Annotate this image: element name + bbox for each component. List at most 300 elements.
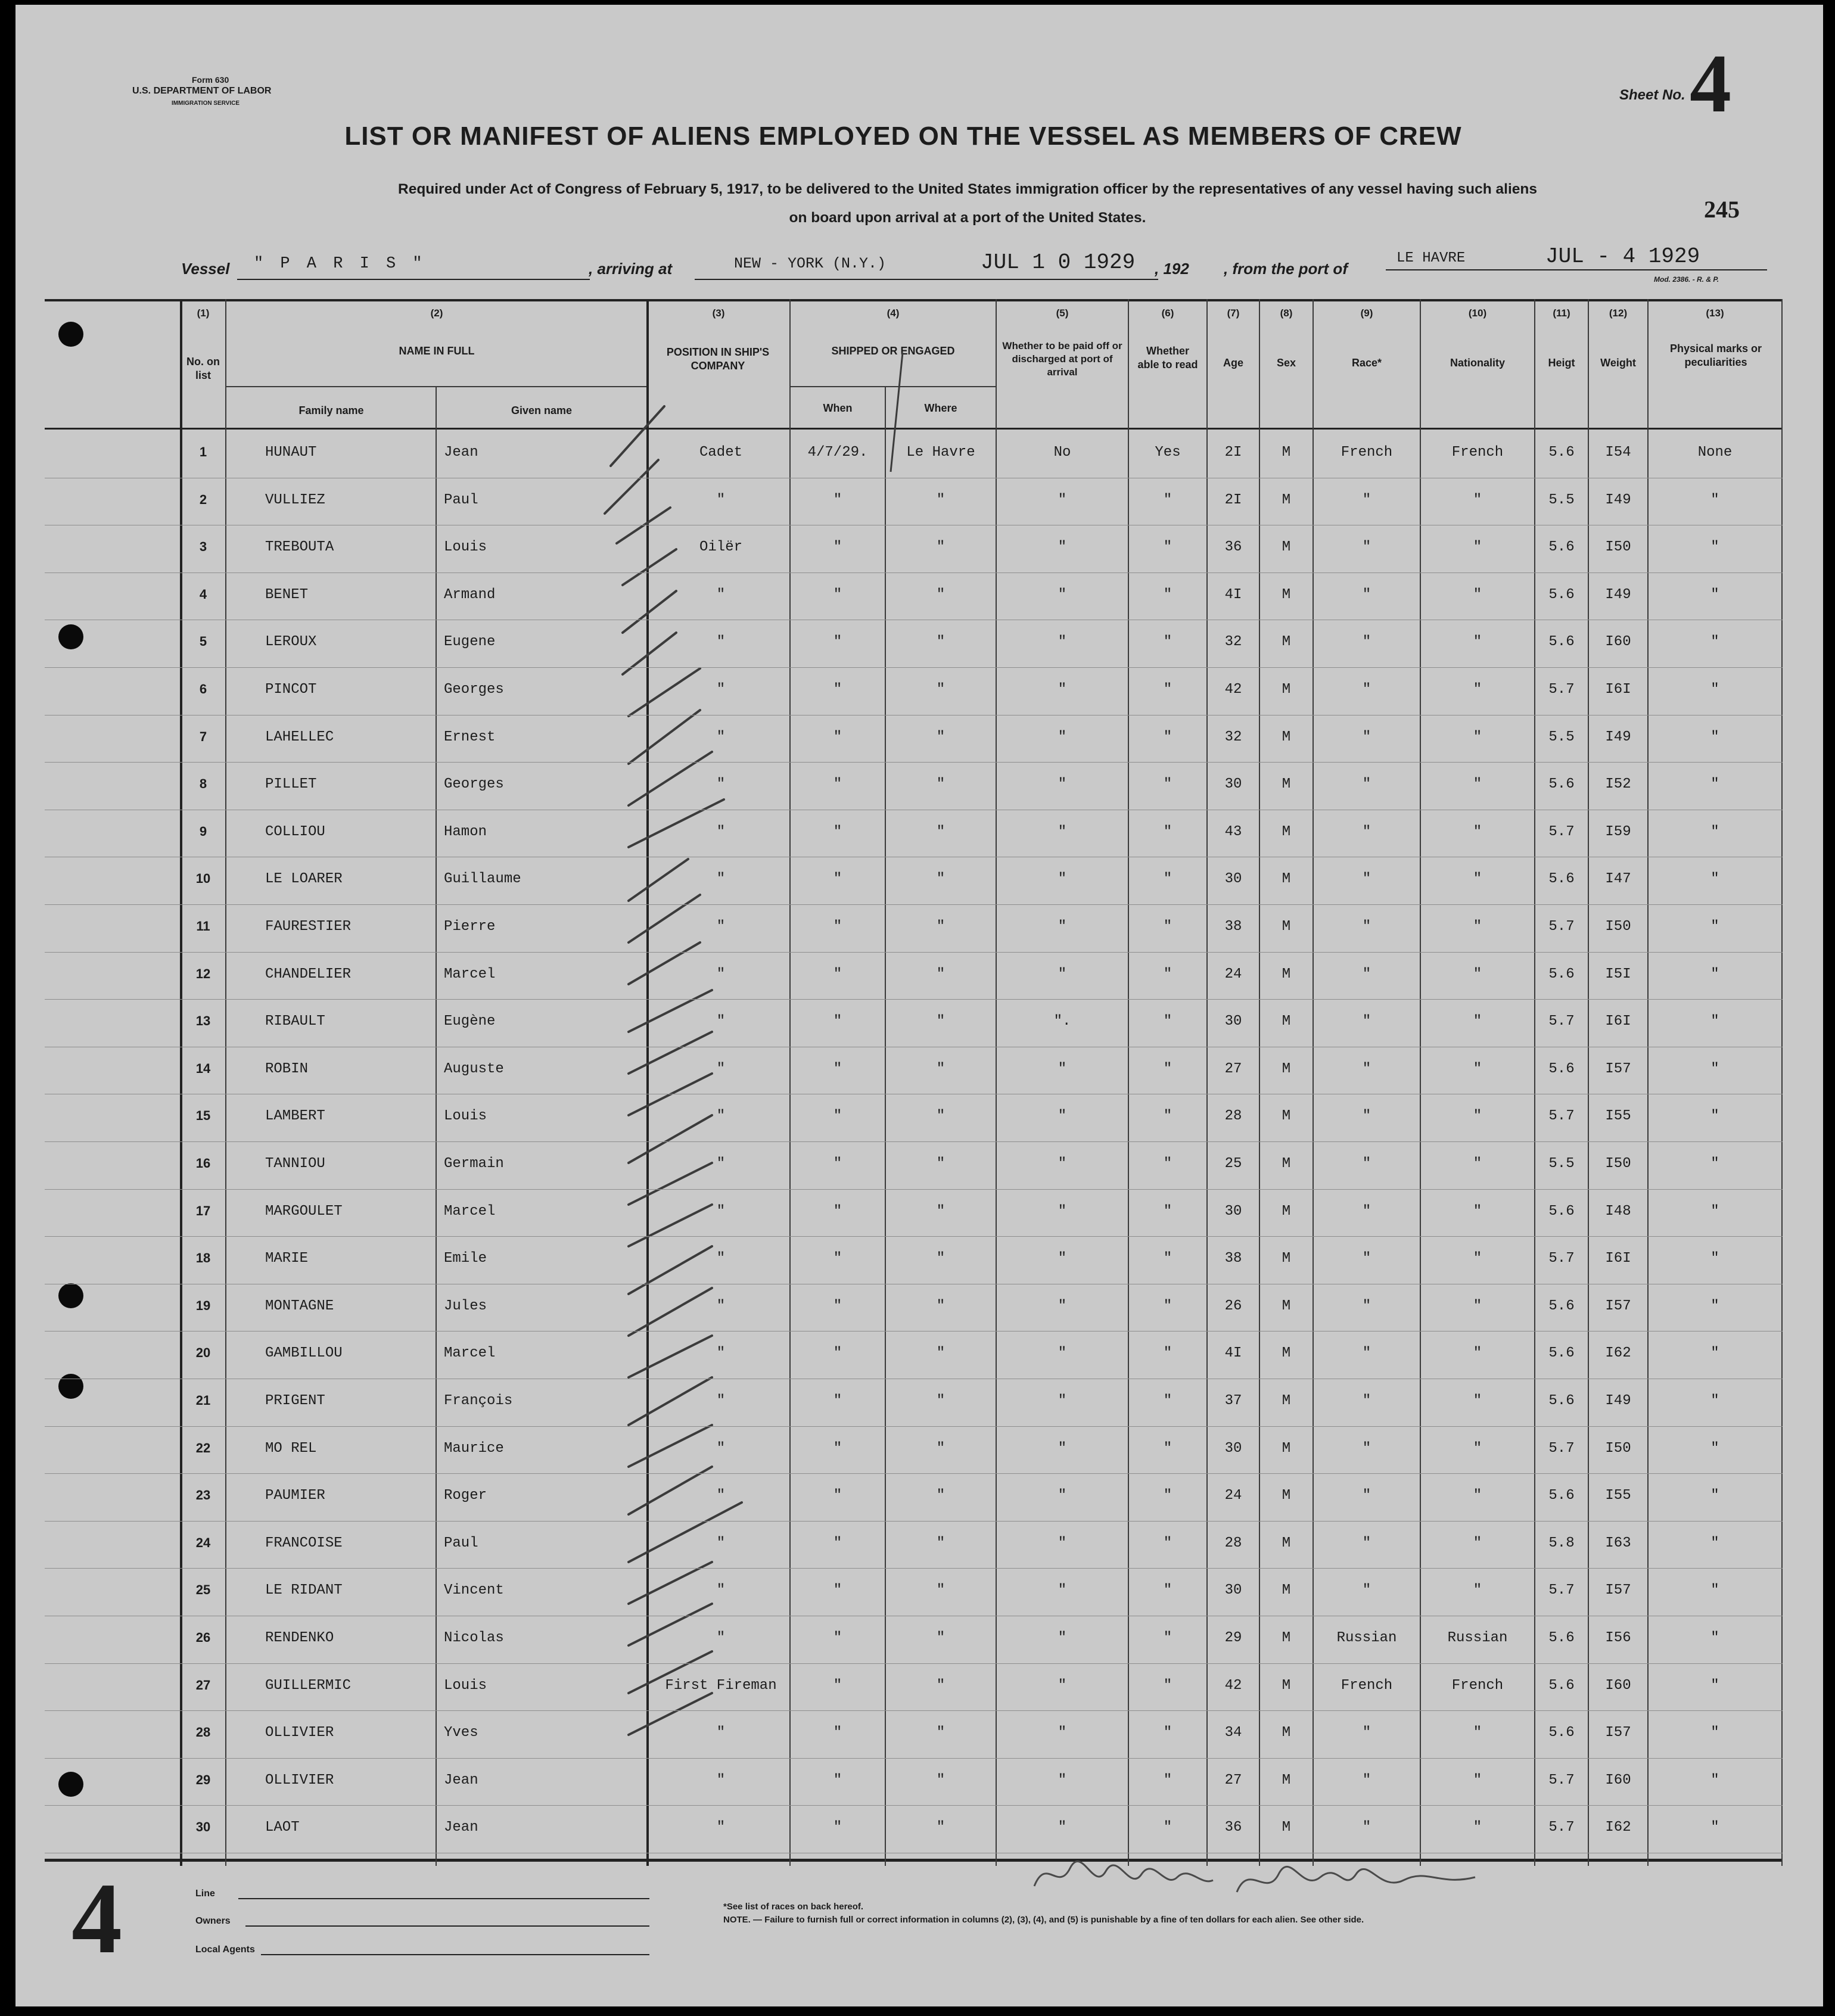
row-divider <box>45 667 1783 668</box>
given-name-cell: Armand <box>444 586 496 603</box>
sheet-number: 4 <box>1690 38 1731 130</box>
age-cell: 30 <box>1224 1203 1242 1219</box>
shipped-where-cell: " <box>936 1203 946 1219</box>
family-name-cell: PINCOT <box>265 682 317 698</box>
col6-heading: Whether able to read <box>1137 345 1198 371</box>
height-cell: 5.6 <box>1548 1630 1575 1646</box>
sex-cell: M <box>1282 871 1291 888</box>
able-to-read-cell: " <box>1163 1677 1172 1694</box>
age-cell: 25 <box>1224 1156 1242 1172</box>
given-name-cell: Marcel <box>444 1203 496 1219</box>
age-cell: 43 <box>1224 823 1242 840</box>
position-cell: " <box>716 1582 726 1599</box>
shipped-when-cell: " <box>833 729 842 745</box>
age-cell: 2I <box>1224 444 1242 461</box>
page-stamp-number: 245 <box>1704 196 1740 223</box>
vessel-underline <box>237 279 590 280</box>
able-to-read-cell: " <box>1163 966 1172 982</box>
position-cell: " <box>716 586 726 603</box>
given-name-cell: Jean <box>444 1819 478 1836</box>
height-cell: 5.6 <box>1548 871 1575 888</box>
weight-cell: I63 <box>1605 1535 1631 1551</box>
col8-number: (8) <box>1280 307 1293 319</box>
family-name-cell: CHANDELIER <box>265 966 352 982</box>
position-cell: " <box>716 1772 726 1788</box>
able-to-read-cell: " <box>1163 682 1172 698</box>
race-cell: " <box>1362 823 1371 840</box>
shipped-when-cell: " <box>833 539 842 556</box>
row-divider <box>45 1141 1783 1142</box>
family-name-cell: HUNAUT <box>265 444 317 461</box>
row-number-cell: 22 <box>195 1440 211 1455</box>
row-number-cell: 20 <box>195 1345 211 1361</box>
weight-cell: I60 <box>1605 1772 1631 1788</box>
family-name-cell: PILLET <box>265 776 317 793</box>
sex-cell: M <box>1282 966 1291 982</box>
shipped-where-cell: " <box>936 1250 946 1267</box>
departure-underline <box>1386 269 1767 270</box>
position-cell: " <box>716 1630 726 1646</box>
col5-number: (5) <box>1056 307 1069 319</box>
paid-off-cell: " <box>1058 1582 1067 1599</box>
col2-heading: NAME IN FULL <box>399 345 475 357</box>
row-divider <box>45 1663 1783 1664</box>
race-cell: " <box>1362 919 1371 935</box>
position-cell: First Fireman <box>665 1677 777 1694</box>
physical-marks-cell: " <box>1710 1060 1719 1077</box>
row-number-cell: 23 <box>195 1488 211 1503</box>
row-divider <box>45 1568 1783 1569</box>
able-to-read-cell: Yes <box>1155 444 1181 461</box>
nationality-cell: " <box>1473 1772 1482 1788</box>
physical-marks-cell: " <box>1710 634 1719 651</box>
shipped-where-cell: " <box>936 776 946 793</box>
age-cell: 38 <box>1224 919 1242 935</box>
given-name-cell: Georges <box>444 682 504 698</box>
nationality-cell: " <box>1473 1440 1482 1457</box>
row-number-cell: 8 <box>199 776 207 792</box>
family-name-cell: BENET <box>265 586 309 603</box>
sex-cell: M <box>1282 1250 1291 1267</box>
age-cell: 26 <box>1224 1298 1242 1314</box>
line-underline <box>238 1898 649 1899</box>
race-cell: " <box>1362 1345 1371 1362</box>
height-cell: 5.6 <box>1548 1393 1575 1409</box>
form-number: Form 630 <box>192 75 229 85</box>
age-cell: 4I <box>1224 1345 1242 1362</box>
paid-off-cell: " <box>1058 1677 1067 1694</box>
physical-marks-cell: " <box>1710 1535 1719 1551</box>
row-number-cell: 17 <box>195 1203 211 1218</box>
owners-underline <box>245 1925 649 1927</box>
weight-cell: I47 <box>1605 871 1631 888</box>
col4-where-heading: Where <box>924 402 957 414</box>
paid-off-cell: " <box>1058 1819 1067 1836</box>
vessel-name: " P A R I S " <box>254 255 426 273</box>
shipped-where-cell: " <box>936 1060 946 1077</box>
shipped-where-cell: " <box>936 919 946 935</box>
given-name-cell: Paul <box>444 1535 478 1551</box>
nationality-cell: " <box>1473 634 1482 651</box>
col2-given-heading: Given name <box>511 405 573 416</box>
given-name-cell: Paul <box>444 491 478 508</box>
manifest-sheet <box>15 5 1823 2006</box>
col4-number: (4) <box>887 307 900 319</box>
row-divider <box>45 1710 1783 1711</box>
sex-cell: M <box>1282 1013 1291 1030</box>
col-divider <box>436 386 437 1866</box>
given-name-cell: Jean <box>444 1772 478 1788</box>
paid-off-cell: " <box>1058 1535 1067 1551</box>
nationality-cell: " <box>1473 1250 1482 1267</box>
given-name-cell: Ernest <box>444 729 496 745</box>
age-cell: 29 <box>1224 1630 1242 1646</box>
col7-heading: Age <box>1223 357 1243 369</box>
race-cell: " <box>1362 871 1371 888</box>
row-number-cell: 6 <box>199 682 207 696</box>
race-cell: " <box>1362 966 1371 982</box>
able-to-read-cell: " <box>1163 491 1172 508</box>
given-name-cell: Marcel <box>444 1345 496 1362</box>
position-cell: " <box>716 823 726 840</box>
shipped-when-cell: " <box>833 1582 842 1599</box>
corner-sheet-number: 4 <box>71 1862 122 1974</box>
physical-marks-cell: " <box>1710 1677 1719 1694</box>
height-cell: 5.5 <box>1548 1156 1575 1172</box>
family-name-cell: GUILLERMIC <box>265 1677 352 1694</box>
col4-when-heading: When <box>823 402 853 414</box>
shipped-when-cell: " <box>833 1630 842 1646</box>
paid-off-cell: " <box>1058 1630 1067 1646</box>
paid-off-cell: " <box>1058 1393 1067 1409</box>
given-name-cell: Hamon <box>444 823 487 840</box>
able-to-read-cell: " <box>1163 1440 1172 1457</box>
position-cell: " <box>716 1298 726 1314</box>
col12-number: (12) <box>1609 307 1628 319</box>
height-cell: 5.5 <box>1548 729 1575 745</box>
nationality-cell: French <box>1451 1677 1504 1694</box>
position-cell: " <box>716 776 726 793</box>
able-to-read-cell: " <box>1163 539 1172 556</box>
family-name-cell: ROBIN <box>265 1060 309 1077</box>
family-name-cell: PRIGENT <box>265 1393 325 1409</box>
nationality-cell: " <box>1473 776 1482 793</box>
position-cell: Oilër <box>699 539 742 556</box>
sex-cell: M <box>1282 586 1291 603</box>
physical-marks-cell: " <box>1710 1203 1719 1219</box>
paid-off-cell: " <box>1058 539 1067 556</box>
able-to-read-cell: " <box>1163 1488 1172 1504</box>
height-cell: 5.5 <box>1548 491 1575 508</box>
weight-cell: I49 <box>1605 1393 1631 1409</box>
department-name: U.S. DEPARTMENT OF LABOR <box>132 86 272 96</box>
race-cell: " <box>1362 1440 1371 1457</box>
able-to-read-cell: " <box>1163 1060 1172 1077</box>
col2-family-heading: Family name <box>298 405 364 416</box>
age-cell: 36 <box>1224 539 1242 556</box>
sex-cell: M <box>1282 1725 1291 1741</box>
arriving-label: , arriving at <box>589 260 673 278</box>
position-cell: " <box>716 634 726 651</box>
paid-off-cell: ". <box>1053 1013 1071 1030</box>
position-cell: " <box>716 682 726 698</box>
race-cell: French <box>1341 1677 1393 1694</box>
given-name-cell: Louis <box>444 1677 487 1694</box>
position-cell: " <box>716 1250 726 1267</box>
shipped-where-cell: " <box>936 1108 946 1125</box>
family-name-cell: TANNIOU <box>265 1156 325 1172</box>
age-cell: 24 <box>1224 1488 1242 1504</box>
weight-cell: I50 <box>1605 919 1631 935</box>
nationality-cell: " <box>1473 1582 1482 1599</box>
shipped-when-cell: " <box>833 1250 842 1267</box>
shipped-when-cell: " <box>833 1156 842 1172</box>
physical-marks-cell: " <box>1710 966 1719 982</box>
shipped-when-cell: " <box>833 1819 842 1836</box>
physical-marks-cell: " <box>1710 1345 1719 1362</box>
sex-cell: M <box>1282 729 1291 745</box>
given-name-cell: Roger <box>444 1488 487 1504</box>
row-number-cell: 18 <box>195 1250 211 1266</box>
height-cell: 5.7 <box>1548 1582 1575 1599</box>
race-cell: " <box>1362 1298 1371 1314</box>
position-cell: Cadet <box>699 444 742 461</box>
able-to-read-cell: " <box>1163 919 1172 935</box>
able-to-read-cell: " <box>1163 586 1172 603</box>
shipped-when-cell: " <box>833 919 842 935</box>
local-agents-label: Local Agents <box>195 1945 255 1955</box>
family-name-cell: GAMBILLOU <box>265 1345 343 1362</box>
nationality-cell: " <box>1473 1013 1482 1030</box>
subtitle-line1: Required under Act of Congress of February 5, 1917, to be delivered to the United States immigration officer by the representatives of any vessel having such aliens <box>398 181 1537 197</box>
sex-cell: M <box>1282 1630 1291 1646</box>
paid-off-cell: " <box>1058 1060 1067 1077</box>
paid-off-cell: " <box>1058 491 1067 508</box>
owners-label: Owners <box>195 1916 231 1926</box>
family-name-cell: MO REL <box>265 1440 317 1457</box>
position-cell: " <box>716 1345 726 1362</box>
paid-off-cell: " <box>1058 1440 1067 1457</box>
position-cell: " <box>716 1156 726 1172</box>
row-divider <box>45 904 1783 905</box>
age-cell: 36 <box>1224 1819 1242 1836</box>
position-cell: " <box>716 871 726 888</box>
sheet-label: Sheet No. <box>1619 87 1685 103</box>
age-cell: 30 <box>1224 776 1242 793</box>
weight-cell: I62 <box>1605 1819 1631 1836</box>
age-cell: 42 <box>1224 682 1242 698</box>
nationality-cell: " <box>1473 1819 1482 1836</box>
row-number-cell: 4 <box>199 586 207 602</box>
able-to-read-cell: " <box>1163 1535 1172 1551</box>
height-cell: 5.7 <box>1548 682 1575 698</box>
sex-cell: M <box>1282 1298 1291 1314</box>
given-name-cell: Louis <box>444 539 487 556</box>
shipped-when-cell: " <box>833 634 842 651</box>
row-divider <box>45 952 1783 953</box>
age-cell: 30 <box>1224 871 1242 888</box>
nationality-cell: " <box>1473 919 1482 935</box>
family-name-cell: VULLIEZ <box>265 491 325 508</box>
weight-cell: I57 <box>1605 1060 1631 1077</box>
weight-cell: I6I <box>1605 1013 1631 1030</box>
age-cell: 27 <box>1224 1772 1242 1788</box>
height-cell: 5.6 <box>1548 1725 1575 1741</box>
table-top-border <box>45 299 1783 301</box>
shipped-when-cell: " <box>833 1772 842 1788</box>
physical-marks-cell: " <box>1710 776 1719 793</box>
weight-cell: I50 <box>1605 1440 1631 1457</box>
weight-cell: I49 <box>1605 491 1631 508</box>
given-name-cell: Auguste <box>444 1060 504 1077</box>
age-cell: 30 <box>1224 1582 1242 1599</box>
race-cell: " <box>1362 634 1371 651</box>
row-number-cell: 5 <box>199 634 207 649</box>
sex-cell: M <box>1282 823 1291 840</box>
able-to-read-cell: " <box>1163 776 1172 793</box>
col4-heading: SHIPPED OR ENGAGED <box>831 345 955 357</box>
height-cell: 5.7 <box>1548 1819 1575 1836</box>
row-number-cell: 9 <box>199 823 207 839</box>
given-name-cell: Jules <box>444 1298 487 1314</box>
col12-heading: Weight <box>1600 357 1636 369</box>
race-cell: " <box>1362 729 1371 745</box>
weight-cell: I6I <box>1605 682 1631 698</box>
weight-cell: I57 <box>1605 1298 1631 1314</box>
able-to-read-cell: " <box>1163 1250 1172 1267</box>
given-name-cell: Germain <box>444 1156 504 1172</box>
race-cell: " <box>1362 1725 1371 1741</box>
shipped-where-cell: " <box>936 682 946 698</box>
sex-cell: M <box>1282 1772 1291 1788</box>
shipped-where-cell: " <box>936 1013 946 1030</box>
family-name-cell: FAURESTIER <box>265 919 352 935</box>
row-number-cell: 30 <box>195 1819 211 1835</box>
physical-marks-cell: " <box>1710 491 1719 508</box>
able-to-read-cell: " <box>1163 1203 1172 1219</box>
shipped-when-cell: " <box>833 1535 842 1551</box>
col2-number: (2) <box>430 307 443 319</box>
sex-cell: M <box>1282 1345 1291 1362</box>
row-number-cell: 10 <box>195 871 211 886</box>
crew-table <box>45 299 1783 1866</box>
age-cell: 42 <box>1224 1677 1242 1694</box>
physical-marks-cell: " <box>1710 586 1719 603</box>
weight-cell: I59 <box>1605 823 1631 840</box>
height-cell: 5.6 <box>1548 586 1575 603</box>
shipped-when-cell: " <box>833 1345 842 1362</box>
paid-off-cell: No <box>1053 444 1071 461</box>
race-cell: " <box>1362 1819 1371 1836</box>
position-cell: " <box>716 1819 726 1836</box>
physical-marks-cell: " <box>1710 1725 1719 1741</box>
row-divider <box>45 999 1783 1000</box>
family-name-cell: OLLIVIER <box>265 1725 334 1741</box>
weight-cell: I57 <box>1605 1582 1631 1599</box>
given-name-cell: Emile <box>444 1250 487 1267</box>
age-cell: 30 <box>1224 1013 1242 1030</box>
race-cell: " <box>1362 586 1371 603</box>
weight-cell: I49 <box>1605 586 1631 603</box>
arriving-port: NEW - YORK (N.Y.) <box>734 255 887 272</box>
row-number-cell: 21 <box>195 1393 211 1408</box>
col11-heading: Heigt <box>1548 357 1575 369</box>
race-cell: " <box>1362 776 1371 793</box>
race-cell: " <box>1362 539 1371 556</box>
paid-off-cell: " <box>1058 1250 1067 1267</box>
weight-cell: I60 <box>1605 634 1631 651</box>
shipped-where-cell: " <box>936 1630 946 1646</box>
able-to-read-cell: " <box>1163 871 1172 888</box>
position-cell: " <box>716 729 726 745</box>
shipped-when-cell: " <box>833 1108 842 1125</box>
row-divider <box>45 1805 1783 1806</box>
paid-off-cell: " <box>1058 1108 1067 1125</box>
physical-marks-cell: " <box>1710 1013 1719 1030</box>
family-name-cell: OLLIVIER <box>265 1772 334 1788</box>
height-cell: 5.6 <box>1548 1345 1575 1362</box>
position-cell: " <box>716 966 726 982</box>
able-to-read-cell: " <box>1163 1725 1172 1741</box>
sex-cell: M <box>1282 1582 1291 1599</box>
height-cell: 5.6 <box>1548 1298 1575 1314</box>
race-cell: " <box>1362 1393 1371 1409</box>
weight-cell: I56 <box>1605 1630 1631 1646</box>
height-cell: 5.6 <box>1548 634 1575 651</box>
family-name-cell: PAUMIER <box>265 1488 325 1504</box>
weight-cell: I62 <box>1605 1345 1631 1362</box>
race-cell: Russian <box>1336 1630 1397 1646</box>
shipped-where-cell: " <box>936 1819 946 1836</box>
shipped-when-cell: " <box>833 1393 842 1409</box>
able-to-read-cell: " <box>1163 1582 1172 1599</box>
paid-off-cell: " <box>1058 919 1067 935</box>
shipped-where-cell: " <box>936 1393 946 1409</box>
shipped-where-cell: " <box>936 1156 946 1172</box>
row-divider <box>45 762 1783 763</box>
nationality-cell: " <box>1473 729 1482 745</box>
sex-cell: M <box>1282 682 1291 698</box>
height-cell: 5.7 <box>1548 1772 1575 1788</box>
col6-number: (6) <box>1161 307 1174 319</box>
height-cell: 5.6 <box>1548 444 1575 461</box>
able-to-read-cell: " <box>1163 1298 1172 1314</box>
row-number-cell: 13 <box>195 1013 211 1029</box>
shipped-when-cell: " <box>833 823 842 840</box>
subtitle-line2: on board upon arrival at a port of the United States. <box>789 210 1146 226</box>
sex-cell: M <box>1282 919 1291 935</box>
paid-off-cell: " <box>1058 1772 1067 1788</box>
shipped-where-cell: " <box>936 823 946 840</box>
physical-marks-cell: " <box>1710 1108 1719 1125</box>
row-number-cell: 25 <box>195 1582 211 1598</box>
from-port-label: , from the port of <box>1224 260 1348 278</box>
race-cell: " <box>1362 682 1371 698</box>
physical-marks-cell: " <box>1710 1582 1719 1599</box>
height-cell: 5.7 <box>1548 1440 1575 1457</box>
able-to-read-cell: " <box>1163 729 1172 745</box>
sex-cell: M <box>1282 1819 1291 1836</box>
age-cell: 27 <box>1224 1060 1242 1077</box>
shipped-where-cell: " <box>936 1582 946 1599</box>
race-cell: French <box>1341 444 1393 461</box>
family-name-cell: LE RIDANT <box>265 1582 343 1599</box>
height-cell: 5.6 <box>1548 1677 1575 1694</box>
weight-cell: I60 <box>1605 1677 1631 1694</box>
shipped-when-cell: 4/7/29. <box>807 444 868 461</box>
table-bottom-border <box>45 1859 1783 1862</box>
paid-off-cell: " <box>1058 682 1067 698</box>
